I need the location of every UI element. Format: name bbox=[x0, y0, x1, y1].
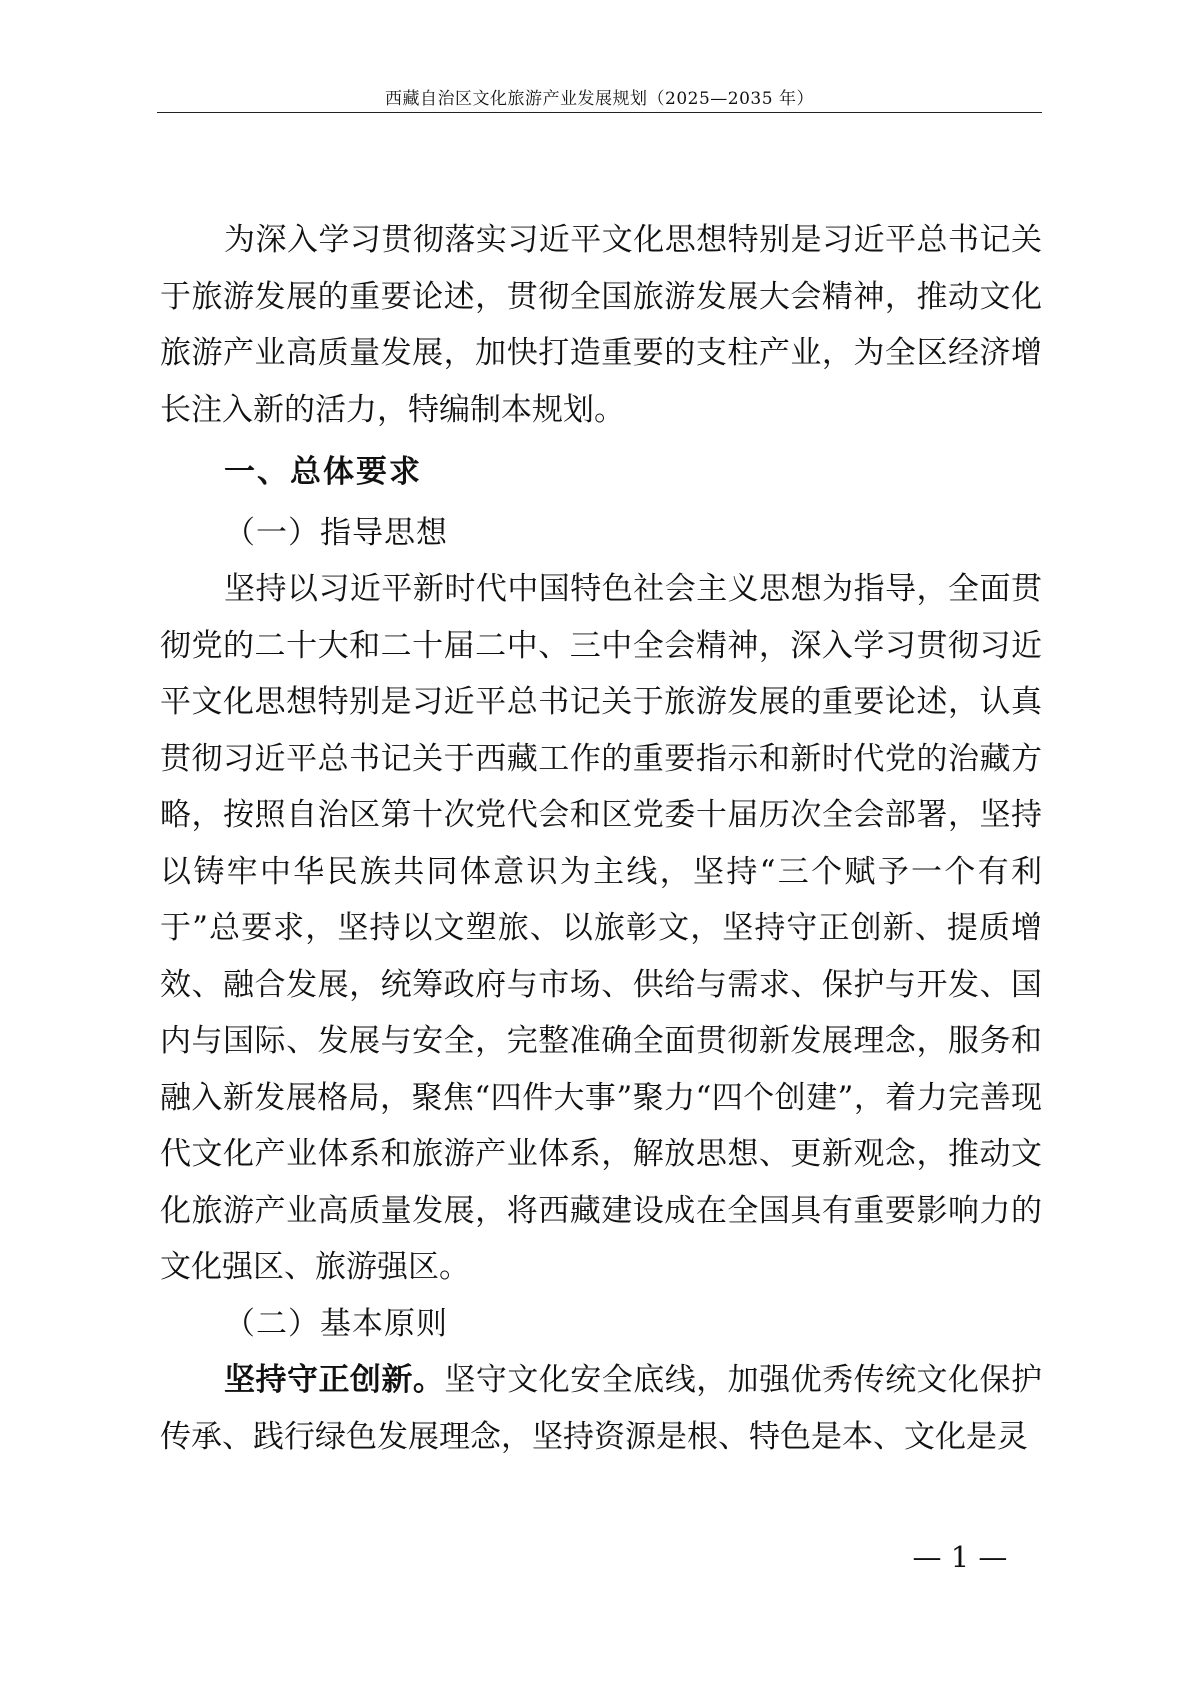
subsection-heading-guiding-thought: （一）指导思想 bbox=[224, 514, 448, 551]
principle-text: 坚守文化安全底线，加强优秀传统文化保护传承、践行绿色发展理念，坚持资源是根、特色是本、文化是灵 bbox=[160, 1362, 1042, 1455]
section-heading-general-requirements: 一、总体要求 bbox=[224, 454, 422, 490]
document-body bbox=[160, 212, 1042, 1465]
header-divider bbox=[157, 112, 1042, 113]
guiding-thought-paragraph: 坚持以习近平新时代中国特色社会主义思想为指导，全面贯彻党的二十大和二十届二中、三中全会精神，深入学习贯彻习近平文化思想特别是习近平总书记关于旅游发展的重要论述，认真贯彻习近平总书记关于西藏工作的重要指示和新时代党的治藏方略，按照自治区第十次党代会和区党委十届历次全会部署，坚持以铸牢中华民族共同体意识为主线，坚持“三个赋予一个有利于”总要求，坚持以文塑旅、以旅彰文，坚持守正创新、提质增效、融合发展，统筹政府与市场、供给与需求、保护与开发、国内与国际、发展与安全，完整准确全面贯彻新发展理念，服务和融入新发展格局，聚焦“四件大事”聚力“四个创建”，着力完善现代文化产业体系和旅游产业体系，解放思想、更新观念，推动文化旅游产业高质量发展，将西藏建设成在全国具有重要影响力的文化强区、旅游强区。 bbox=[160, 571, 1042, 1285]
page-number: — 1 — bbox=[912, 1540, 1008, 1574]
intro-paragraph: 为深入学习贯彻落实习近平文化思想特别是习近平总书记关于旅游发展的重要论述，贯彻全国旅游发展大会精神，推动文化旅游产业高质量发展，加快打造重要的支柱产业，为全区经济增长注入新的活力，特编制本规划。 bbox=[160, 222, 1042, 428]
principle-paragraph bbox=[160, 1352, 1042, 1465]
running-header: 西藏自治区文化旅游产业发展规划（2025—2035 年） bbox=[385, 89, 814, 109]
principle-lead-phrase: 坚持守正创新。 bbox=[224, 1362, 445, 1398]
subsection-heading-basic-principles: （二）基本原则 bbox=[224, 1305, 448, 1342]
